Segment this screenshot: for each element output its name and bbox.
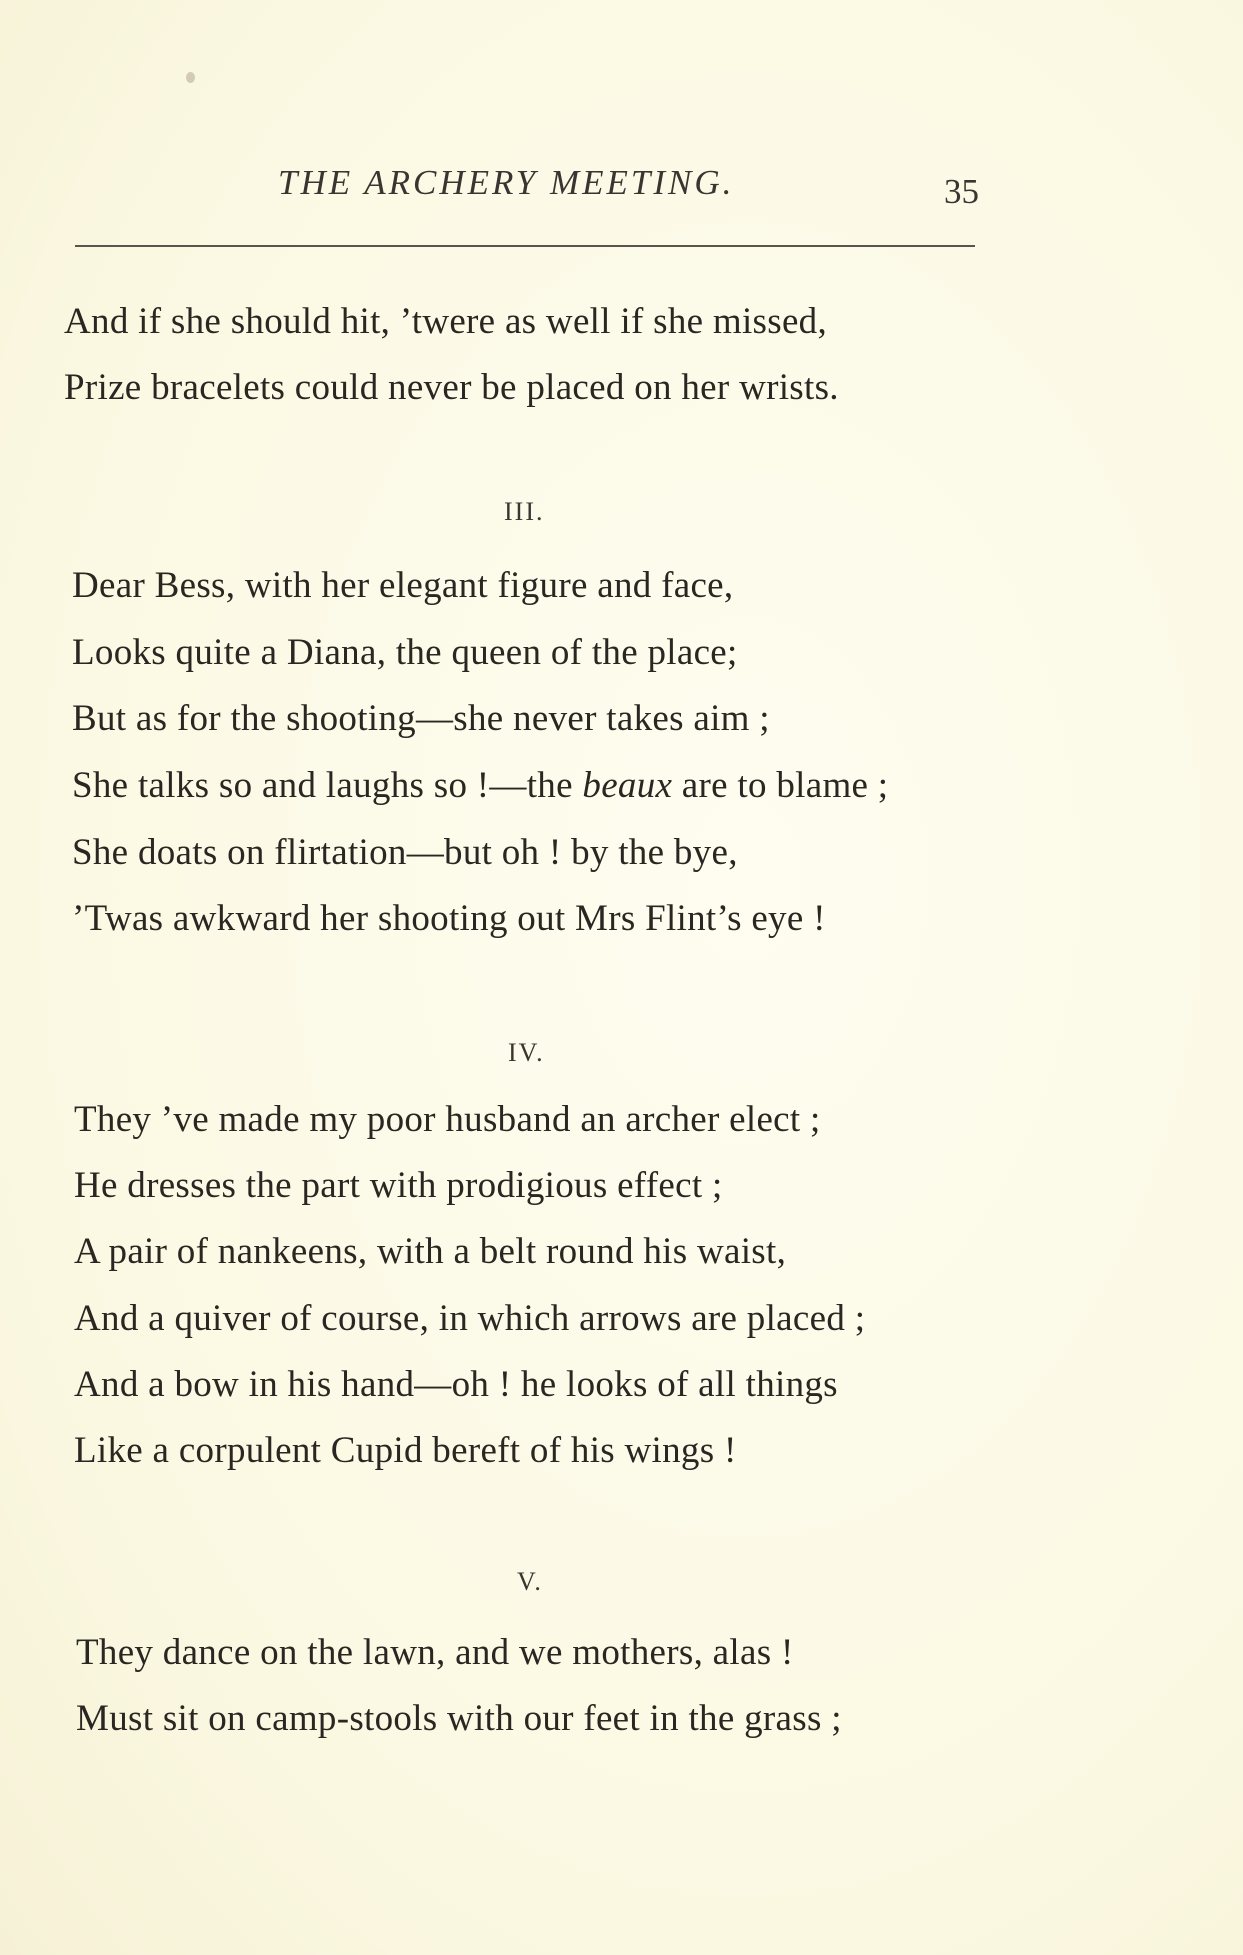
page-number: 35 [944, 172, 979, 211]
verse-line: And a bow in his hand—oh ! he looks of all things [74, 1364, 838, 1405]
running-title: THE ARCHERY MEETING. [278, 163, 735, 202]
stanza-number-3: III. [504, 497, 545, 526]
ink-speck [186, 72, 195, 83]
verse-line: ’Twas awkward her shooting out Mrs Flint’s eye ! [72, 898, 826, 939]
verse-line: She doats on flirtation—but oh ! by the bye, [72, 832, 738, 873]
verse-line: Like a corpulent Cupid bereft of his wings ! [74, 1430, 737, 1471]
stanza-number-5: V. [517, 1567, 543, 1596]
header-rule [75, 245, 975, 247]
verse-line: Dear Bess, with her elegant figure and face, [72, 565, 734, 606]
verse-line: He dresses the part with prodigious effect ; [74, 1165, 723, 1206]
verse-text: are to blame ; [672, 765, 889, 806]
verse-line: They dance on the lawn, and we mothers, alas ! [76, 1632, 794, 1673]
italic-word: beaux [582, 765, 673, 806]
verse-line: Must sit on camp-stools with our feet in the grass ; [76, 1698, 842, 1739]
stanza-number-4: IV. [508, 1038, 545, 1067]
verse-line: They ’ve made my poor husband an archer elect ; [74, 1099, 821, 1140]
verse-text: She talks so and laughs so !—the [72, 765, 583, 806]
verse-line: But as for the shooting—she never takes aim ; [72, 698, 770, 739]
verse-line: Prize bracelets could never be placed on her wrists. [64, 367, 839, 408]
verse-line: And if she should hit, ’twere as well if she missed, [64, 301, 828, 342]
verse-line: Looks quite a Diana, the queen of the place; [72, 632, 738, 673]
verse-line [72, 764, 888, 807]
verse-line: And a quiver of course, in which arrows are placed ; [74, 1298, 866, 1339]
verse-line: A pair of nankeens, with a belt round his waist, [74, 1231, 787, 1272]
